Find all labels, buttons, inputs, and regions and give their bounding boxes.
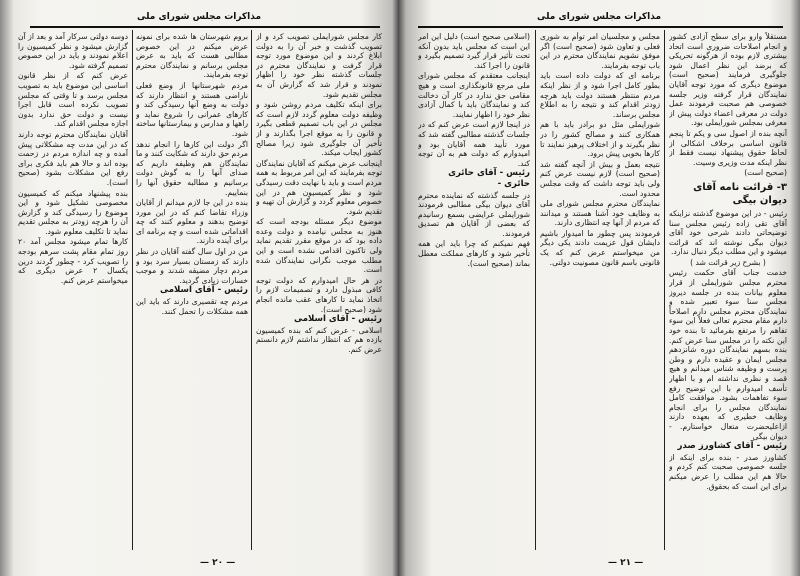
column-divider <box>132 30 133 550</box>
paragraph: آنچه بنده از اصول سی و یکم تا پنجم قانون اساسی برخلاف اشکالی از لحاظ حقوق پیشنهاد نیست فقط از نظر اینکه مدت وزیری وسیت. <box>669 128 787 167</box>
running-head: مذاکرات مجلس شورای ملی <box>536 12 662 22</box>
paragraph: بنده پیشنهاد میکنم که کمیسیون مخصوصی تشکیل شود و این موضوع را رسیدگی کند و گزارش آن را هرچه زودتر به مجلس تقدیم نماید تا تکلیف معلوم شود. <box>18 188 128 236</box>
paragraph: مردم چه تقصیری دارند که باید این همه مشکلات را تحمل کنند. <box>136 297 248 316</box>
paragraph: اینجانب عرض میکنم که آقایان نمایندگان توجه بفرمایند که این امر مربوط به همه مردم است و باید با نهایت دقت رسیدگی شود و نظر کمیسیون هم در این خصوص معلوم گردد و گزارش آن تهیه و تقدیم شود. <box>256 158 382 216</box>
paragraph: بنده در این جا لازم میدانم از آقایان وزراء تقاضا کنم که در این مورد توضیح بدهند و معلوم کنند که چه اقداماتی شده است و چه برنامه ای برای آینده دارند. <box>136 198 248 246</box>
speaker-label: رئیس - آقای اسلامی <box>294 314 382 325</box>
column <box>136 32 248 550</box>
page-number: — ۲۱ — <box>608 558 644 568</box>
paragraph: من در اول سال گفته آقایان در نظر دارند که زمستان بسیار سرد بود و مردم دچار مضیقه شدند و موجب خسارات زیادی گردید. <box>136 247 248 285</box>
speaker-label: حائری - <box>497 178 530 189</box>
column <box>540 32 660 550</box>
paragraph: مستقلاً وارو برای سطح آزادی کشور و انجام اصلاحات ضروری است اتحاد بیشتری لازم بوده از هرگونه تحریکی که برضد این نظر اعمال شود جلوگیری فرمایند (صحیح است) موضوع دیگری که مورد توجه آقایان نمایندگان قرار گرفته وزیر جلسه خصوصی هم صحبت فرمودند عمل دولت در معرفی اعضاء دولت پیش از معرفی بمجلس شورایملی بود. <box>669 32 787 128</box>
paragraph: اینجانب معتقدم که مجلس شورای ملی مرجع قانونگذاری است و هیچ مقامی حق ندارد در کار آن دخالت کند و نمایندگان باید با کمال آزادی نظر خود را اظهار نمایند. <box>418 71 530 119</box>
paragraph: برنامه ای که دولت داده است باید بطور کامل اجرا شود و از نظر اینکه مردم منتظر هستند دولت باید هرچه زودتر اقدام کند و نتیجه را به اطلاع مجلس برساند. <box>540 71 660 119</box>
running-head: مذاکرات مجلس شورای ملی <box>136 12 262 22</box>
speaker-label: رئیس - آقای اسلامی <box>160 285 248 296</box>
paragraph: (اسلامی صحیح است) دلیل این امر این است که مجلس باید بدون آنکه تحت تأثیر قرار گیرد تصمیم بگیرد و قانون را اجرا کند. <box>418 32 530 70</box>
paragraph: آقایان نمایندگان محترم توجه دارند که در این مدت چه مشکلاتی پیش آمده و چه اندازه مردم در زحمت بوده اند و حالا هم باید فکری برای رفع این مشکلات بشود (صحیح است). <box>18 129 128 187</box>
column <box>256 32 382 550</box>
speaker-label: رئیس - آقای حائری <box>448 168 530 179</box>
paragraph: مردم شهرستانها از وضع فعلی ناراضی هستند و انتظار دارند که دولت به وضع آنها رسیدگی کند و کارهای عمرانی را شروع نماید و راهها و مدارس و بیمارستانها ساخته شود. <box>136 80 248 138</box>
paragraph: اگر دولت این کارها را انجام ندهد مردم حق دارند که شکایت کنند و ما نمایندگان هم وظیفه داریم که صدای آنها را به گوش دولت برسانیم و مطالبه حقوق آنها را بنماییم. <box>136 139 248 197</box>
header-rule <box>30 26 380 28</box>
paragraph: در هر حال امیدوارم که دولت توجه کافی مبذول دارد و تصمیمات لازم را اتخاذ نماید تا کارهای عقب مانده انجام شود (صحیح است). <box>256 275 382 314</box>
left-page <box>0 0 398 576</box>
paragraph: بروم شهرستان ها شده برای نمونه عرض میکنم در این خصوص مطالبی هست که باید به عرض مجلس برسانم و نمایندگان محترم توجه بفرمایند. <box>136 32 248 80</box>
column <box>669 32 787 550</box>
page-number: — ۲۰ — <box>200 558 236 568</box>
paragraph: در اینجا لازم است عرض کنم که در جلسات گذشته مطالبی گفته شد که مورد تأیید همه آقایان بود و امیدوارم که دولت هم به آن توجه کند. <box>418 120 530 168</box>
paragraph: در جلسه گذشته که نماینده محترم آقای دیوان بیگی مطالبی فرمودند شورایملی عرایضی بسمع رسانیدم که بعضی از آقایان هم تصدیق فرمودند. <box>418 190 530 238</box>
paragraph: مجلس و مجلسیان امر توأم به شوری فعلی و تعاون شود (صحیح است) اگر موفق نشویم نمایندگان محترم در این باب توجه بفرمایند. <box>540 32 660 70</box>
paragraph: دوسه دولتی سرکار آمد و بعد از آن گزارش میشود و نظر کمیسیون را اعلام نمودند و باید در این خصوص تصمیم گرفته شود. <box>18 32 128 70</box>
speaker-label: رئیس - آقای کشاورز صدر <box>677 441 787 452</box>
paragraph: فهم نمیکنم که چرا باید این همه تأخیر شود و کارهای مملکت معطل بماند (صحیح است). <box>418 239 530 268</box>
paragraph: ( بشرح زیر قرائت شد ) <box>690 257 766 267</box>
paragraph: عرض کنم که از نظر قانون اساسی این موضوع باید به تصویب مجلس برسد و تا وقتی که مجلس تصویب نکرده است قابل اجرا نیست و دولت حق ندارد بدون اجازه مجلس اقدام کند. <box>18 71 128 129</box>
column <box>418 32 530 550</box>
column-divider <box>664 30 665 550</box>
paragraph: اسلامی - عرض کنم که بنده کمیسیون بازده هم که انتظار نداشتم لازم دانستم عرض کنم. <box>256 325 382 354</box>
paragraph: موضوع دیگر مسئله بودجه است که هنوز به مجلس نیامده و دولت وعده داده بود که در موقع مقرر تقدیم نماید ولی تاکنون اقدامی نشده است و این مطلب موجب نگرانی نمایندگان شده است. <box>256 217 382 275</box>
paragraph: شورایملی مثل دو برادر باید با هم همکاری کنند و مصالح کشور را در نظر بگیرند و از اختلاف پرهیز نمایند تا کارها بخوبی پیش برود. <box>540 120 660 159</box>
paragraph: نتیجه بعمل و بیش از آنچه گفته شد (صحیح است) لازم نیست عرض کنم ولی باید توجه داشت که وقت مجلس محدود است. <box>540 159 660 198</box>
paragraph: خدمت جناب آقای حکمت رئیس محترم مجلس شورایملی از قرار معلوم بیانات بنده در جلسه دیروز مجلس سنا سوء تعبیر شده و نمایندگان محترم مجلس دارم اصلاحاً دارم مقام محترم تعالی فعلاً این سوء تفاهم را مرتفع بفرمائید تا بنده خود این نکته را در مجلس سنا عرض کنم. بنده بسهم نمایندگان دوره شانزدهم مجلس ایمان و عقیده دارم و وطن پرست و وظیفه شناس میدانم و هیچ قصد و نظری نداشته ام و با اظهار تأسف امیدوارم با این توضیح رفع سوء تفاهمات بشود. موافقت کامل نمایندگان مجلس را برای انجام وظایف خطیری که بعهده دارند ازاعلیحضرت متعال خواستارم. - دیوان بیگی <box>669 268 787 441</box>
right-page <box>398 0 800 576</box>
paragraph: کارها تمام میشود مجلس آمد ۲۰ روز تمام مقام پشت سرهم بودجه را تصویب کرد - چطور گردند درین یکسال ۲ عرض دیگری که میخواستم عرض کنم. <box>18 237 128 285</box>
column <box>18 32 128 550</box>
header-rule <box>418 26 783 28</box>
paragraph: نمایندگان محترم مجلس شورای ملی به وظایف خود آشنا هستند و میدانند که مردم از آنها چه انتظاری دارند. <box>540 199 660 228</box>
paragraph: رئیس - در این موضوع گذشته نزاینکه آقای تقی زاده رئیس مجلس سنا توضیحاتی دادند شرحی خود آقای دیوان بیگی نوشته اند که قرائت میشود و این مطلب دیگر دنبال ندارد. <box>669 208 787 257</box>
paragraph: (صحیح است) <box>744 168 787 178</box>
paragraph: کشاورز صدر - بنده برای اینکه از جلسه خصوصی صحبت کنم کردم و حالا هم این مطلب را عرض میکنم برای این است که بحقوق. <box>669 452 787 491</box>
paragraph: برای اینکه تکلیف مردم روشن شود و وظیفه دولت معلوم گردد لازم است که مجلس در این باب تصمیم قطعی بگیرد و قانون را به موقع اجرا بگذارند و از تأخیر آن جلوگیری شود زیرا مصالح کشور ایجاب میکند. <box>256 100 382 158</box>
column-divider <box>535 30 536 550</box>
paragraph: کار مجلس شورایملی تصویب کرد و از تصویب گذشت و خبر آن را به دولت ابلاغ کردند و این موضوع مورد توجه قرار گرفت و نمایندگان محترم در جلسات گذشته نظر خود را اظهار نمودند و قرار شد که گزارش آن به مجلس تقدیم شود. <box>256 32 382 99</box>
paragraph: فرمودند پس چطور ما امیدوار باشیم دایشان قول عزیمت دادند یکی دیگر من میخواستم عرض کنم که یک قانونی باسم قانون مصونیت دولتی. <box>540 228 660 267</box>
column-divider <box>251 30 252 550</box>
section-heading: ۳- قرائت نامه آقای دیوان بیگی <box>693 181 787 206</box>
